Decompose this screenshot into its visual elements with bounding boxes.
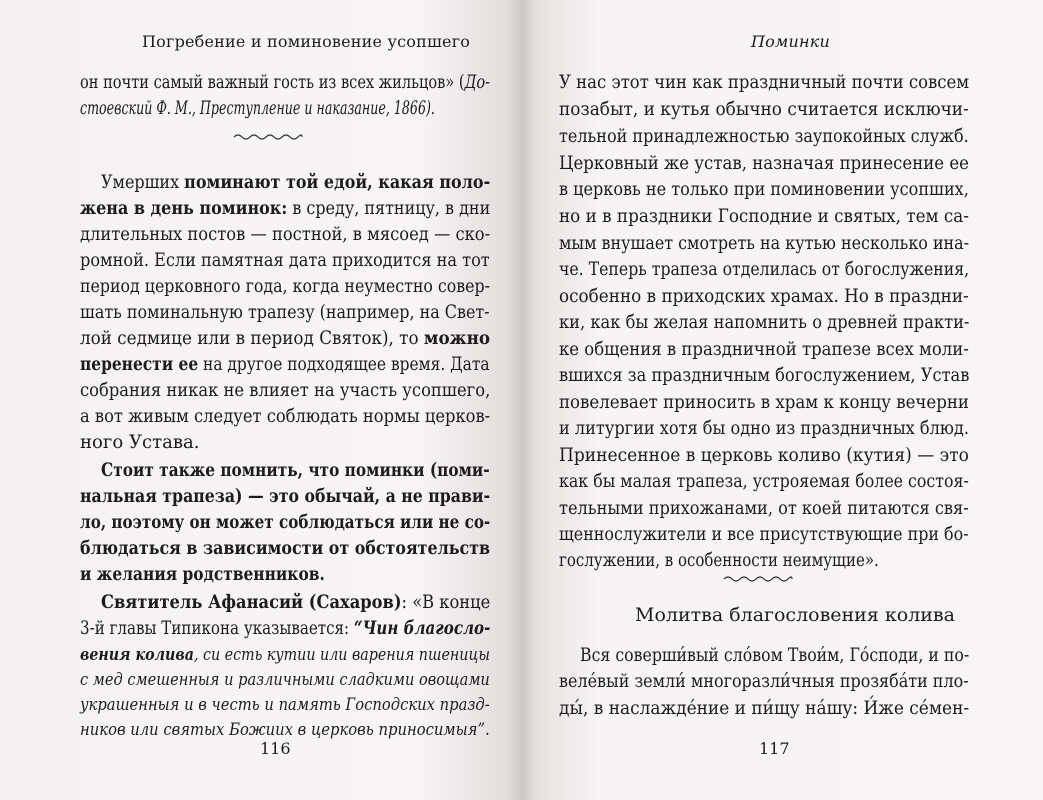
left-page-text-run: блюдаться в зависимости от обстоятельств: [80, 538, 491, 559]
left-page-text-run: и желания родственников.: [80, 564, 325, 585]
right-page-text-run: ды́, в наслажде́ние и пи́щу на́шу: И́же се́мен-: [559, 698, 970, 719]
left-page-text-line: [80, 485, 490, 511]
page-number-right: 117: [759, 739, 790, 758]
left-page-text-line: [80, 71, 490, 97]
right-page-text-run: Церковный же устав, назначая принесение ее: [559, 153, 969, 174]
right-page-text-run: тельной принадлежностью заупокойных служб.: [559, 126, 969, 147]
right-page-text-line: [580, 644, 969, 670]
right-page-text-run: мым внушает смотреть на кутью несколько ина-: [559, 233, 970, 254]
right-page-text-line: [559, 178, 969, 204]
right-page-text-line: [559, 338, 969, 364]
right-page-text-line: [559, 98, 969, 124]
left-page-text-line: [101, 459, 490, 485]
right-page-text-run: повелевает приносить в храм к концу вечерни: [559, 392, 969, 413]
left-page-text-run: с мед смешенныя и различными сладкими овощами: [80, 670, 490, 689]
left-page-text-line: [80, 97, 435, 123]
right-page-text-line: [559, 285, 969, 311]
left-page-text-line: [80, 431, 200, 457]
left-page-text-line: [80, 668, 490, 694]
left-page-text-run: а вот живым следует соблюдать нормы церков-: [80, 406, 491, 427]
left-page-text-run: До-: [464, 72, 491, 93]
right-page-text-line: [559, 523, 969, 549]
left-page-text-run: , си есть кутии или варения пшеницы: [193, 645, 490, 664]
left-page-text-run: Святитель Афанасий (Сахаров): [101, 592, 402, 613]
right-page-text-run: тельными прихожанами, от коей питаются свя-: [559, 498, 969, 519]
right-page-text-run: в церковь не только при поминовении усопших,: [559, 179, 969, 200]
right-page-text-run: У нас этот чин как праздничный почти совсем: [559, 72, 970, 93]
right-page-text-line: [559, 549, 879, 575]
left-page-text-run: лой седмице или в период Святок), то: [80, 328, 424, 349]
right-page-text-run: веле́вый земли́ многоразли́чныя прозяба́ти пло-: [559, 671, 969, 692]
right-page-text-line: [559, 152, 969, 178]
left-page-text-run: период церковного года, когда неуместно совер-: [80, 276, 490, 297]
right-page-text-line: [559, 697, 969, 723]
left-page-text-run: длительных постов — постной, в мясоед — ско-: [80, 224, 491, 245]
left-page-text-line: [80, 353, 490, 379]
left-page-text-run: в среду, пятницу, в дни: [287, 198, 491, 219]
prayer-heading: Молитва благословения колива: [635, 604, 955, 626]
right-page-text-line: [559, 232, 969, 258]
right-page-text-run: ки, как бы желая напомнить о древней практи-: [559, 312, 970, 333]
running-header-left: Погребение и поминовение усопшего: [142, 32, 471, 51]
left-page-text-run: шать поминальную трапезу (например, на Свет-: [80, 302, 490, 323]
right-page-text-run: щеннослужители и все присутствующие при бо-: [559, 524, 969, 545]
right-page-text-run: как бы малая трапеза, устрояемая более состоя-: [559, 471, 969, 492]
left-page-text-run: “Чин благосло-: [353, 618, 491, 639]
left-page-text-run: перенести ее: [80, 354, 199, 375]
left-page-text-line: [80, 563, 325, 589]
left-page-text-line: [80, 511, 490, 537]
right-page-text-line: [559, 311, 969, 337]
right-page-text-line: [559, 417, 969, 443]
left-page-text-line: [80, 275, 490, 301]
left-page-text-run: ного Устава.: [80, 432, 200, 453]
right-page-text-line: [559, 125, 969, 151]
left-page-text-line: [80, 301, 490, 327]
left-page-text-line: [80, 327, 490, 353]
wave-ornament-left: [233, 132, 303, 142]
right-page-text-run: позабыт, и кутья обычно считается исключи-: [559, 99, 969, 120]
right-page-text-run: Принесенное в церковь коливо (кутия) — это: [559, 445, 969, 466]
right-page-text-line: [559, 364, 969, 390]
left-page-text-run: ло, поэтому он может соблюдаться или не со-: [80, 512, 491, 533]
left-page-text-run: ромной. Если памятная дата приходится на тот: [80, 250, 490, 271]
left-page-text-run: нальная трапеза) — это обычай, а не прави-: [80, 486, 491, 507]
left-page-text-run: Умерших: [101, 172, 185, 193]
left-page-text-line: [101, 591, 490, 617]
left-page-text-run: собрания никак не влияет на участь усопшего,: [80, 380, 491, 401]
left-page-text-run: жена в день поминок:: [80, 198, 288, 219]
right-page-text-line: [559, 670, 969, 696]
running-header-right: Поминки: [751, 32, 830, 51]
page-number-left: 116: [260, 739, 291, 758]
left-page-text-line: [80, 693, 490, 719]
right-page-text-line: [559, 71, 969, 97]
left-page-text-line: [80, 405, 490, 431]
right-page-text-line: [559, 444, 969, 470]
left-page-text-line: [80, 537, 490, 563]
left-page-text-run: ников или святых Божиих в церковь приносимыя”.: [80, 720, 490, 739]
left-page-text-line: [80, 617, 490, 643]
left-page-text-run: можно: [423, 328, 491, 349]
right-page-text-line: [559, 497, 969, 523]
left-page-text-run: Стоит также помнить, что поминки (поми-: [101, 460, 490, 481]
right-page-text-run: особенно в приходских храмах. Но в праздни-: [559, 286, 969, 307]
left-page-text-line: [80, 197, 490, 223]
right-page-text-line: [559, 205, 969, 231]
right-page-text-run: Вся соверши́вый сло́вом Твои́м, Го́споди, и по-: [580, 645, 970, 666]
right-page-text-run: гослужении, в особенности неимущие».: [559, 550, 879, 571]
left-page-text-line: [80, 223, 490, 249]
right-page-text-run: но и в праздники Господние и святых, тем са-: [559, 206, 969, 227]
right-page-text-run: вшихся за праздничным богослужением, Устав: [559, 365, 970, 386]
right-page-text-line: [559, 258, 969, 284]
left-page-text-run: он почти самый важный гость из всех жильцов» (: [80, 72, 465, 93]
left-page-text-run: вения колива: [80, 645, 194, 664]
left-page-text-run: украшенныя и в честь и память Господских празд-: [80, 695, 490, 714]
left-page-text-line: [80, 249, 490, 275]
left-page-text-line: [80, 643, 490, 669]
left-page-text-line: [101, 171, 490, 197]
wave-ornament-right: [723, 574, 793, 584]
right-page-text-run: ке общения в праздничной трапезе всех моли-: [559, 339, 969, 360]
right-page-text-line: [559, 391, 969, 417]
left-page-text-run: на другое подходящее время. Дата: [198, 354, 490, 375]
left-page-text-run: стоевский Ф. М., Преступление и наказание, 1866).: [80, 98, 435, 119]
left-page-text-line: [80, 379, 490, 405]
right-page-text-run: и литургии хотя бы одно из праздничных блюд.: [559, 418, 969, 439]
right-page: [522, 0, 1043, 800]
right-page-text-line: [559, 470, 969, 496]
left-page-text-run: поминают той едой, какая поло-: [184, 172, 491, 193]
left-page-text-run: 3-й главы Типикона указывается:: [80, 618, 354, 639]
right-page-text-run: че. Теперь трапеза отделилась от богослужения,: [559, 259, 970, 280]
left-page-text-run: : «В конце: [401, 592, 491, 613]
